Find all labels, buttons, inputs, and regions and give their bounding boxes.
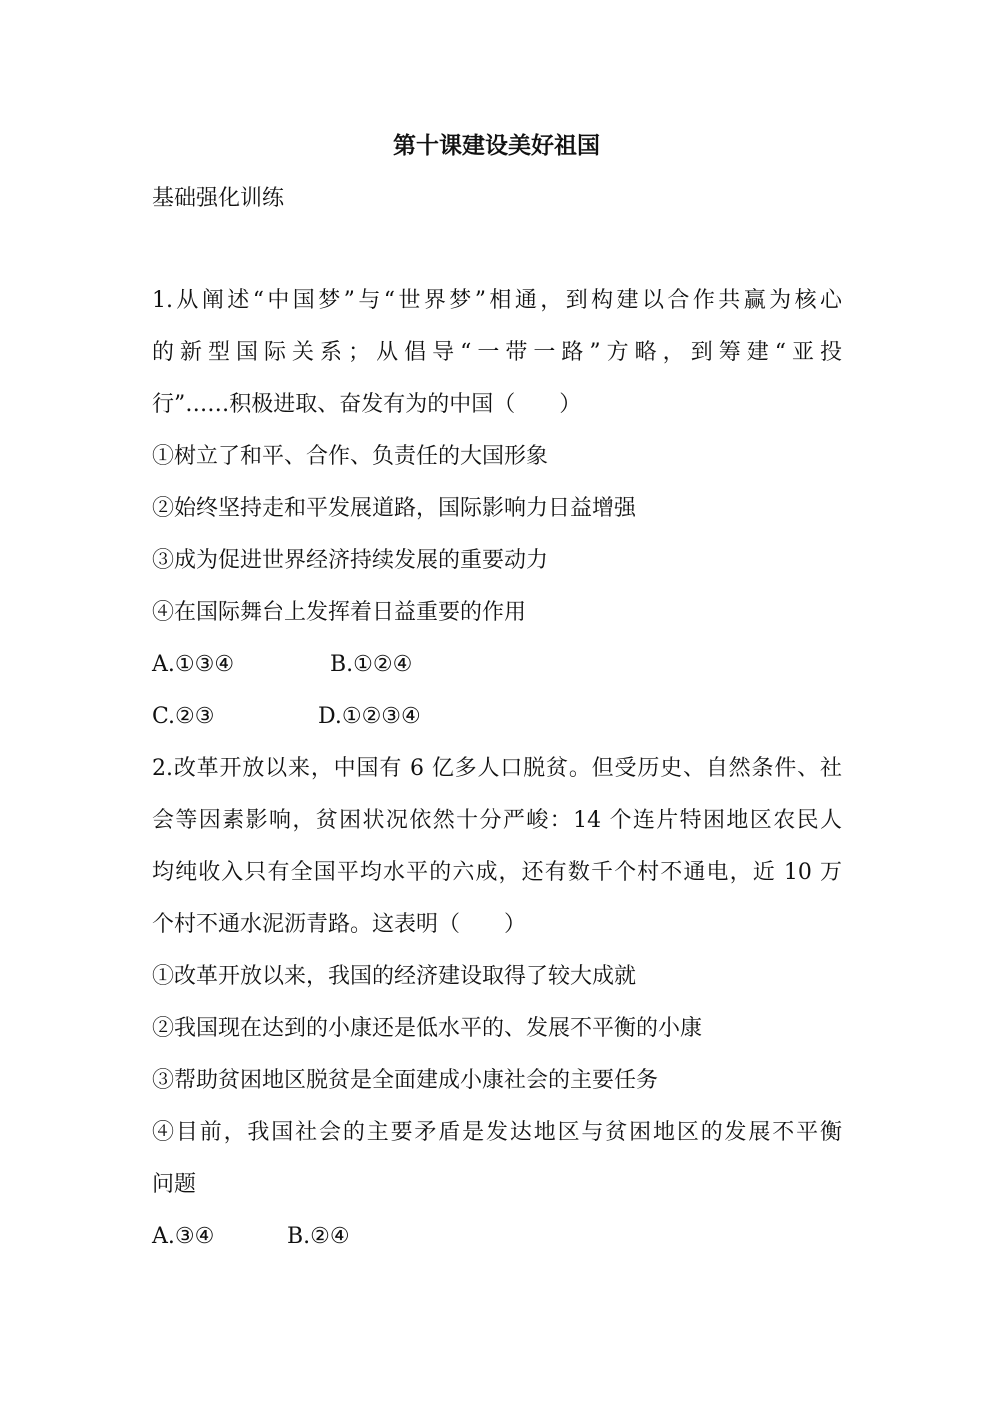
- q2-stem-line-2: 会等因素影响，贫困状况依然十分严峻：14 个连片特困地区农民人: [152, 808, 842, 833]
- q1-stem-line-1: 1.从阐述“中国梦”与“世界梦”相通，到构建以合作共赢为核心: [152, 288, 842, 313]
- q2-item-2: ②我国现在达到的小康还是低水平的、发展不平衡的小康: [152, 1016, 703, 1041]
- q2-stem-line-4: 个村不通水泥沥青路。这表明（ ）: [152, 912, 527, 937]
- q2-stem-line-3: 均纯收入只有全国平均水平的六成，还有数千个村不通电，近 10 万: [152, 860, 842, 885]
- q1-item-4: ④在国际舞台上发挥着日益重要的作用: [152, 600, 527, 625]
- q2-item-1: ①改革开放以来，我国的经济建设取得了较大成就: [152, 964, 637, 989]
- q2-item-3: ③帮助贫困地区脱贫是全面建成小康社会的主要任务: [152, 1068, 659, 1093]
- q2-item-4-continued: 问题: [152, 1172, 197, 1197]
- q1-option-a: A.①③④: [152, 652, 235, 677]
- q2-option-a: A.③④: [152, 1224, 215, 1249]
- q1-stem-line-3: 行”……积极进取、奋发有为的中国（ ）: [152, 392, 582, 417]
- q1-item-3: ③成为促进世界经济持续发展的重要动力: [152, 548, 549, 573]
- q1-option-d: D.①②③④: [318, 704, 421, 729]
- q1-option-c: C.②③: [152, 704, 215, 729]
- q2-stem-line-1: 2.改革开放以来，中国有 6 亿多人口脱贫。但受历史、自然条件、社: [152, 756, 842, 781]
- page-title: 第十课建设美好祖国: [393, 132, 600, 159]
- q2-item-4: ④目前，我国社会的主要矛盾是发达地区与贫困地区的发展不平衡: [152, 1120, 842, 1145]
- q1-item-2: ②始终坚持走和平发展道路，国际影响力日益增强: [152, 496, 637, 521]
- section-heading: 基础强化训练: [152, 186, 285, 211]
- q1-stem-line-2: 的新型国际关系；从倡导“一带一路”方略，到筹建“亚投: [152, 340, 842, 365]
- q1-option-b: B.①②④: [330, 652, 413, 677]
- q2-option-b: B.②④: [287, 1224, 350, 1249]
- q1-item-1: ①树立了和平、合作、负责任的大国形象: [152, 444, 549, 469]
